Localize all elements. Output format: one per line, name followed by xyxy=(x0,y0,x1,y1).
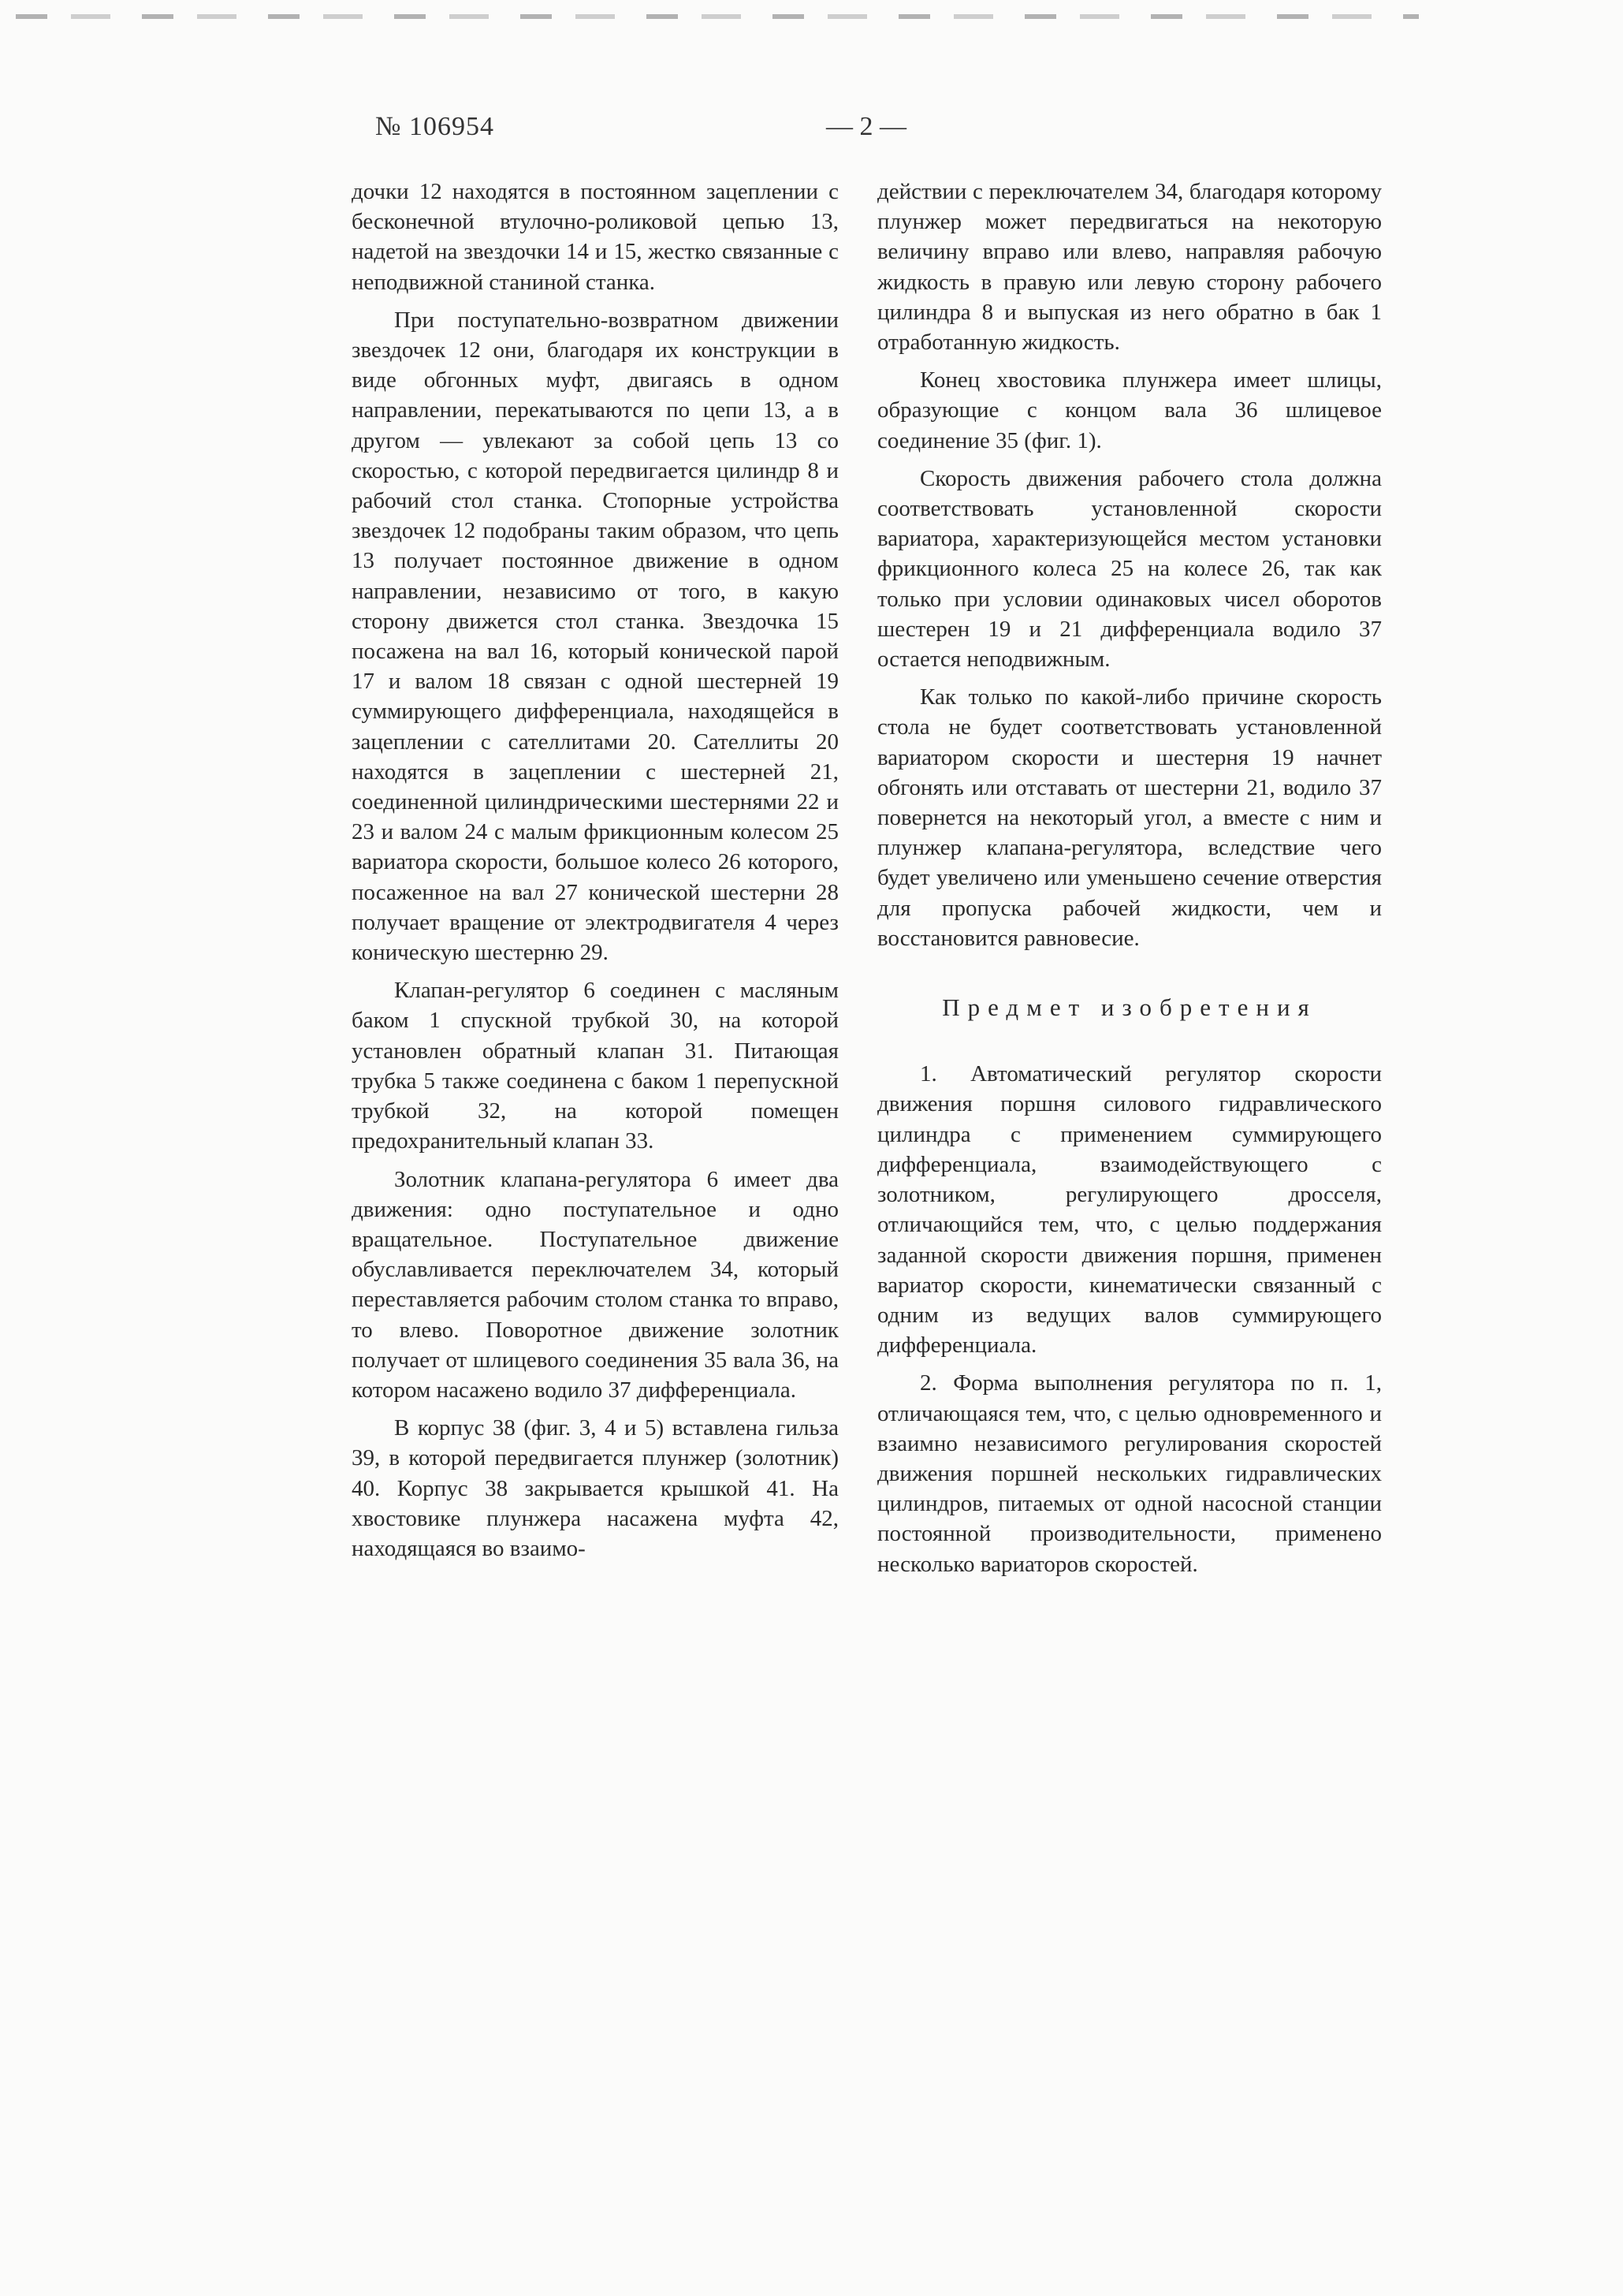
scan-artifact-line xyxy=(16,14,1419,19)
left-paragraph-3: Клапан-регулятор 6 соединен с масляным баком 1 спускной трубкой 30, на которой установлен обратный клапан 31. Питающая трубка 5 также соединена с баком 1 перепускной трубкой 32, на которой помещен предохранительный клапан 33. xyxy=(352,978,839,1154)
claim-2: 2. Форма выполнения регулятора по п. 1, отличающаяся тем, что, с целью одновременного и взаимно независимого регулирования скоростей движения поршней нескольких гидравлических цилиндров, питаемых от одной насосной станции постоянной производительности, применено несколько вариаторов скоростей. xyxy=(877,1370,1382,1577)
right-paragraph-2: Конец хвостовика плунжера имеет шлицы, образующие с концом вала 36 шлицевое соединение 35 (фиг. 1). xyxy=(877,367,1382,453)
left-paragraph-2: При поступательно-возвратном движении звездочек 12 они, благодаря их конструкции в виде обгонных муфт, двигаясь в одном направлении, перекатываются по цепи 13, а в другом — увлекают за собой цепь 13 со скоростью, с которой передвигается цилиндр 8 и рабочий стол станка. Стопорные устройства звездочек 12 подобраны таким образом, что цепь 13 получает постоянное движение в одном направлении, независимо от того, в какую сторону движется стол станка. Звездочка 15 посажена на вал 16, который конической парой 17 и валом 18 связан с одной шестерней 19 суммирующего дифференциала, находящейся в зацеплении с сателлитами 20. Сателлиты 20 находятся в зацеплении с шестерней 21, соединенной цилиндрическими шестернями 22 и 23 и валом 24 с малым фрикционным колесом 25 вариатора скорости, большое колесо 26 которого, посаженное на вал 27 конической шестерни 28 получает вращение от электродвигателя 4 через коническую шестерню 29. xyxy=(352,307,839,966)
left-paragraph-4: Золотник клапана-регулятора 6 имеет два движения: одно поступательное и одно вращательное. Поступательное движение обуславливается переключателем 34, который переставляется рабочим столом станка то вправо, то влево. Поворотное движение золотник получает от шлицевого соединения 35 вала 36, на котором насажено водило 37 дифференциала. xyxy=(352,1166,839,1403)
patent-number: № 106954 xyxy=(375,112,494,141)
section-heading: Предмет изобретения xyxy=(942,993,1317,1022)
right-column xyxy=(877,177,1382,1579)
left-paragraph-5: В корпус 38 (фиг. 3, 4 и 5) вставлена гильза 39, в которой передвигается плунжер (золотник) 40. Корпус 38 закрывается крышкой 41. На хвостовике плунжера насажена муфта 42, находящаяся во взаимо- xyxy=(352,1415,839,1561)
left-column xyxy=(352,177,839,1564)
right-paragraph-3: Скорость движения рабочего стола должна соответствовать установленной скорости вариатора, характеризующейся местом установки фрикционного колеса 25 на колесе 26, так как только при условии одинаковых чисел оборотов шестерен 19 и 21 дифференциала водило 37 остается неподвижным. xyxy=(877,465,1382,673)
right-paragraph-4: Как только по какой-либо причине скорость стола не будет соответствовать установленной вариатором скорости и шестерня 19 начнет обгонять или отставать от шестерни 21, водило 37 повернется на некоторый угол, а вместе с ним и плунжер клапана-регулятора, вследствие чего будет увеличено или уменьшено сечение отверстия для пропуска рабочей жидкости, чем и восстановится равновесие. xyxy=(877,684,1382,951)
page-number: — 2 — xyxy=(826,112,906,141)
left-paragraph-1: дочки 12 находятся в постоянном зацеплении с бесконечной втулочно-роликовой цепью 13, надетой на звездочки 14 и 15, жестко связанные с неподвижной станиной станка. xyxy=(352,179,839,295)
right-paragraph-1: действии с переключателем 34, благодаря которому плунжер может передвигаться на некоторую величину вправо или влево, направляя рабочую жидкость в правую или левую сторону рабочего цилиндра 8 и выпуская из него обратно в бак 1 отработанную жидкость. xyxy=(877,179,1382,356)
claim-1: 1. Автоматический регулятор скорости движения поршня силового гидравлического цилиндра с применением суммирующего дифференциала, взаимодействующего с золотником, регулирующего дросселя, отличающийся тем, что, с целью поддержания заданной скорости движения поршня, применен вариатор скорости, кинематически связанный с одним из ведущих валов суммирующего дифференциала. xyxy=(877,1061,1382,1359)
